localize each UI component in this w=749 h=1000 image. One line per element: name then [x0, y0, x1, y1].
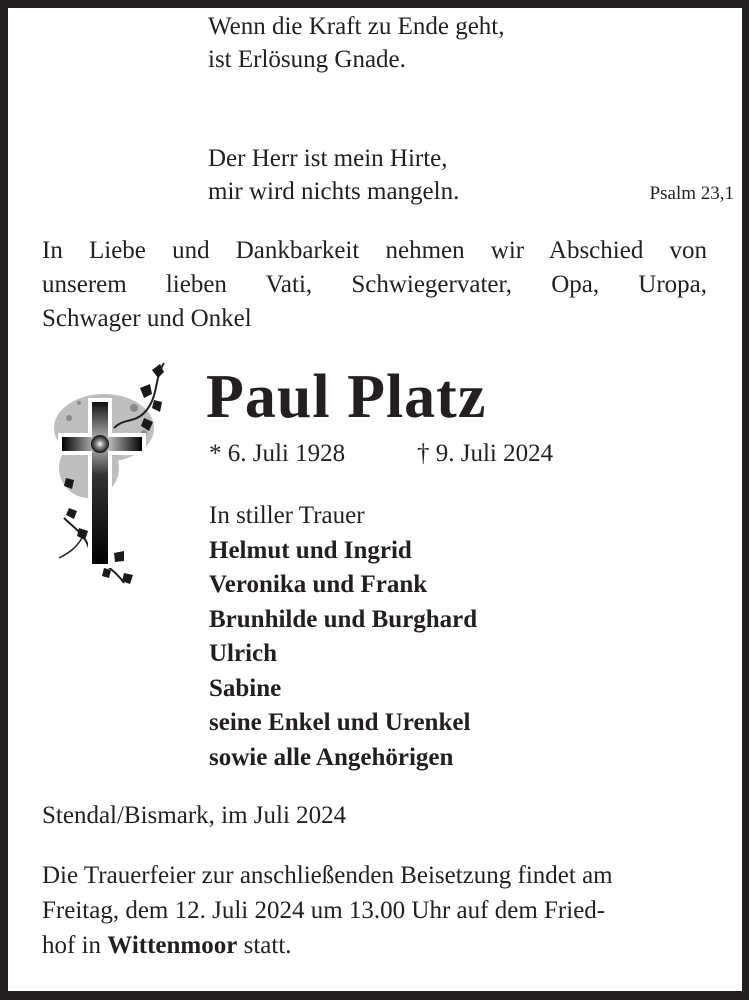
funeral-line: Freitag, dem 12. Juli 2024 um 13.00 Uhr auf dem Fried-: [42, 897, 606, 924]
intro-line: Schwager und Onkel: [42, 305, 252, 332]
mourner-name: Brunhilde und Burghard: [209, 605, 478, 633]
deceased-name: Paul Platz: [206, 363, 487, 431]
obituary-notice: [8, 8, 742, 991]
mourner-name: Veronika und Frank: [209, 571, 428, 598]
funeral-text: hof in: [42, 932, 108, 959]
mourner-name: sowie alle Angehörigen: [209, 743, 454, 771]
mourner-name: Ulrich: [209, 640, 278, 667]
mourner-name: Helmut und Ingrid: [209, 536, 412, 564]
cross-with-ivy-icon: [44, 358, 174, 588]
intro-line: In Liebe und Dankbarkeit nehmen wir Abschied von: [42, 237, 707, 264]
intro-line: unserem lieben Vati, Schwiegervater, Opa, Uropa,: [42, 271, 707, 298]
birth-date: * 6. Juli 1928: [209, 440, 346, 467]
verse-line: Der Herr ist mein Hirte,: [208, 145, 448, 172]
intro-text: [42, 234, 707, 336]
place-date: Stendal/Bismark, im Juli 2024: [42, 802, 347, 829]
verse-stanza-1: [208, 10, 504, 76]
funeral-line: [42, 928, 613, 963]
funeral-line: Die Trauerfeier zur anschließenden Beisetzung findet am: [42, 862, 613, 889]
verse-line: mir wird nichts mangeln.: [208, 178, 460, 205]
funeral-text: statt.: [237, 932, 292, 959]
death-date: † 9. Juli 2024: [417, 440, 554, 467]
mourner-name: seine Enkel und Urenkel: [209, 709, 471, 736]
mourners-heading: In stiller Trauer: [209, 502, 365, 529]
mourner-name: Sabine: [209, 674, 282, 702]
mourners-list: [209, 499, 477, 775]
verse-stanza-2: [208, 142, 459, 208]
verse-line: ist Erlösung Gnade.: [208, 46, 406, 73]
verse-line: Wenn die Kraft zu Ende geht,: [208, 13, 505, 40]
funeral-details: [42, 858, 613, 963]
psalm-reference: Psalm 23,1: [649, 183, 734, 204]
cemetery-place: Wittenmoor: [107, 932, 238, 959]
